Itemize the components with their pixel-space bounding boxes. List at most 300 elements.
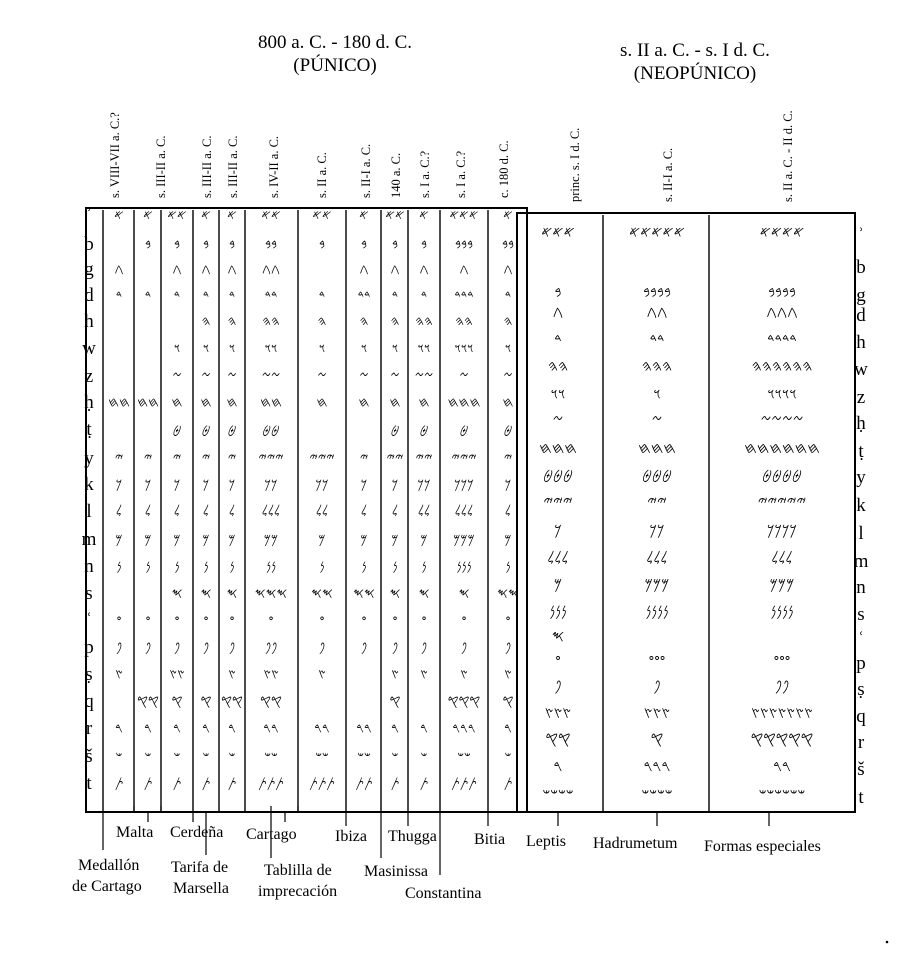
glyph-cell: 𐤄 bbox=[201, 314, 211, 330]
glyph-cell: 𐤋 bbox=[360, 504, 368, 520]
row-letter-left: n bbox=[84, 556, 94, 577]
glyph-cell: 𐤆 bbox=[317, 369, 327, 385]
glyph-cell: 𐤑𐤑 bbox=[263, 667, 279, 683]
glyph-cell: 𐤃 bbox=[391, 288, 399, 304]
glyph-cell: 𐤋𐤋𐤋 bbox=[771, 549, 793, 567]
glyph-cell: 𐤋𐤋 bbox=[315, 504, 329, 520]
row-letter-left: d bbox=[84, 285, 94, 306]
row-letter-right: q bbox=[856, 706, 866, 727]
row-letter-right: b bbox=[856, 257, 866, 278]
glyph-cell: 𐤌𐤌𐤌 bbox=[453, 532, 475, 548]
row-letter-right: k bbox=[856, 495, 866, 516]
glyph-cell: 𐤕𐤕 bbox=[355, 776, 373, 792]
glyph-cell: 𐤀𐤀 bbox=[312, 208, 332, 224]
glyph-cell: 𐤁 bbox=[554, 283, 562, 301]
row-letter-left: l bbox=[86, 501, 92, 522]
glyph-cell: 𐤌 bbox=[173, 532, 181, 548]
glyph-cell: 𐤋 bbox=[504, 504, 512, 520]
glyph-cell: 𐤉 bbox=[114, 451, 124, 467]
glyph-cell: 𐤔 bbox=[391, 749, 399, 765]
glyph-cell: 𐤉𐤉𐤉 bbox=[258, 451, 284, 467]
glyph-cell: 𐤅𐤅 bbox=[550, 385, 566, 403]
glyph-cell: 𐤑 bbox=[318, 667, 326, 683]
glyph-cell: 𐤂 bbox=[201, 262, 211, 278]
glyph-cell: 𐤏 bbox=[421, 613, 427, 629]
glyph-cell: 𐤄𐤄𐤄 bbox=[641, 357, 673, 375]
glyph-cell: 𐤆 bbox=[390, 369, 400, 385]
glyph-cell: 𐤇 bbox=[200, 395, 212, 411]
row-letter-right: g bbox=[856, 285, 866, 306]
glyph-cell: 𐤌𐤌𐤌 bbox=[644, 575, 670, 593]
glyph-cell: 𐤎 bbox=[418, 586, 430, 602]
glyph-cell: 𐤈 bbox=[503, 422, 513, 438]
glyph-cell: 𐤋𐤋𐤋 bbox=[261, 504, 281, 520]
glyph-cell: 𐤓 bbox=[504, 721, 512, 737]
glyph-cell: 𐤎𐤎 bbox=[353, 586, 375, 602]
glyph-cell: 𐤓 bbox=[391, 721, 399, 737]
glyph-cell: 𐤈 bbox=[172, 422, 182, 438]
glyph-cell: 𐤂𐤂 bbox=[261, 262, 281, 278]
row-letter-left: ʾ bbox=[85, 205, 93, 226]
glyph-cell: 𐤊 bbox=[504, 477, 512, 493]
glyph-cell: 𐤇𐤇𐤇𐤇𐤇𐤇 bbox=[744, 439, 820, 457]
glyph-cell: 𐤕 bbox=[503, 776, 513, 792]
glyph-cell: 𐤐 bbox=[460, 640, 468, 656]
glyph-cell: 𐤅 bbox=[504, 341, 512, 357]
glyph-cell: 𐤆 bbox=[459, 369, 469, 385]
glyph-cell: 𐤌 bbox=[228, 532, 236, 548]
glyph-cell: 𐤃𐤃𐤃 bbox=[454, 288, 474, 304]
glyph-cell: 𐤓 bbox=[553, 757, 563, 775]
glyph-cell: 𐤊 bbox=[115, 477, 123, 493]
glyph-cell: 𐤀𐤀𐤀𐤀 bbox=[759, 223, 805, 241]
glyph-cell: 𐤎 bbox=[171, 586, 183, 602]
glyph-cell: 𐤇 bbox=[418, 395, 430, 411]
glyph-cell: 𐤆𐤆 bbox=[261, 369, 281, 385]
glyph-cell: 𐤎 bbox=[551, 627, 565, 645]
glyph-cell: 𐤇𐤇𐤇 bbox=[539, 439, 577, 457]
glyph-cell: 𐤍 bbox=[116, 559, 122, 575]
glyph-cell: 𐤔 bbox=[173, 749, 181, 765]
glyph-cell: 𐤓 bbox=[144, 721, 152, 737]
row-letter-right: ṣ bbox=[857, 679, 865, 700]
glyph-cell: 𐤓𐤓𐤓 bbox=[643, 757, 671, 775]
glyph-cell: 𐤔 bbox=[420, 749, 428, 765]
row-letter-right: t bbox=[858, 787, 864, 808]
glyph-cell: 𐤇𐤇𐤇 bbox=[447, 395, 481, 411]
glyph-cell: 𐤍 bbox=[361, 559, 367, 575]
row-letter-right: h bbox=[856, 332, 866, 353]
glyph-cell: 𐤓 bbox=[115, 721, 123, 737]
glyph-cell: 𐤉 bbox=[503, 451, 513, 467]
glyph-cell: 𐤊𐤊 bbox=[417, 477, 431, 493]
glyph-cell: 𐤅 bbox=[360, 341, 368, 357]
glyph-cell: 𐤁𐤁𐤁𐤁 bbox=[643, 283, 671, 301]
glyph-cell: 𐤎 bbox=[458, 586, 470, 602]
row-letter-right: d bbox=[856, 305, 866, 326]
glyph-cell: 𐤊𐤊 bbox=[315, 477, 329, 493]
glyph-cell: 𐤉 bbox=[359, 451, 369, 467]
glyph-cell: 𐤑𐤑𐤑 bbox=[643, 704, 671, 722]
glyph-cell: 𐤂 bbox=[172, 262, 182, 278]
glyph-cell: 𐤈𐤈𐤈𐤈 bbox=[762, 465, 802, 483]
glyph-cell: 𐤄 bbox=[317, 314, 327, 330]
row-letter-left: k bbox=[84, 474, 94, 495]
glyph-cell: 𐤃 bbox=[144, 288, 152, 304]
glyph-cell: 𐤄 bbox=[503, 314, 513, 330]
row-letter-left: t bbox=[86, 773, 92, 794]
row-letter-left: š bbox=[85, 746, 93, 767]
glyph-cell: 𐤕𐤕𐤕 bbox=[451, 776, 477, 792]
glyph-cell: 𐤊𐤊 bbox=[264, 477, 278, 493]
glyph-cell: 𐤔𐤔 bbox=[457, 749, 471, 765]
glyph-cell: 𐤁 bbox=[420, 237, 428, 253]
row-letter-right: l bbox=[858, 523, 864, 544]
glyph-cell: 𐤏 bbox=[268, 613, 274, 629]
label-hadrumetum: Hadrumetum bbox=[593, 835, 678, 852]
glyph-cell: 𐤏 bbox=[505, 613, 511, 629]
glyph-cell: 𐤀 bbox=[143, 208, 153, 224]
glyph-cell: 𐤒𐤒 bbox=[545, 730, 571, 748]
glyph-cell: 𐤏 bbox=[361, 613, 367, 629]
glyph-cell: 𐤔𐤔𐤔𐤔 bbox=[641, 785, 673, 803]
glyph-cell: 𐤋𐤋 bbox=[417, 504, 431, 520]
row-letter-left: y bbox=[84, 448, 94, 469]
glyph-cell: 𐤇 bbox=[502, 395, 514, 411]
glyph-cell: 𐤋 bbox=[173, 504, 181, 520]
glyph-cell: 𐤀 bbox=[419, 208, 429, 224]
row-letter-left: z bbox=[84, 366, 94, 387]
glyph-cell: 𐤐 bbox=[360, 640, 368, 656]
glyph-cell: 𐤆 bbox=[359, 369, 369, 385]
glyph-cell: 𐤉 bbox=[143, 451, 153, 467]
glyph-cell: 𐤊 bbox=[144, 477, 152, 493]
glyph-cell: 𐤕 bbox=[172, 776, 182, 792]
glyph-cell: 𐤆 bbox=[651, 411, 663, 429]
row-letter-left: p bbox=[84, 637, 94, 658]
glyph-cell: 𐤌 bbox=[144, 532, 152, 548]
glyph-cell: 𐤍 bbox=[392, 559, 398, 575]
punic-range-title: 800 a. C. - 180 d. C. bbox=[257, 32, 413, 53]
glyph-cell: 𐤇𐤇 bbox=[137, 395, 159, 411]
column-date-label: s. IV-II a. C. bbox=[267, 135, 281, 198]
glyph-cell: 𐤍 bbox=[229, 559, 235, 575]
glyph-cell: 𐤉𐤉𐤉 bbox=[451, 451, 477, 467]
glyph-cell: 𐤉 bbox=[201, 451, 211, 467]
glyph-cell: 𐤍 bbox=[174, 559, 180, 575]
glyph-cell: 𐤇 bbox=[226, 395, 238, 411]
glyph-cell: 𐤅 bbox=[202, 341, 210, 357]
label-tarifa-line2: Marsella bbox=[173, 880, 229, 897]
glyph-cell: 𐤌 bbox=[391, 532, 399, 548]
glyph-cell: 𐤂 bbox=[227, 262, 237, 278]
glyph-cell: 𐤓𐤓𐤓 bbox=[452, 721, 476, 737]
column-date-label: princ. s. I d. C. bbox=[568, 127, 582, 202]
glyph-cell: 𐤄𐤄𐤄𐤄𐤄𐤄 bbox=[751, 357, 813, 375]
glyph-cell: 𐤌 bbox=[360, 532, 368, 548]
glyph-cell: 𐤀𐤀𐤀 bbox=[449, 208, 479, 224]
glyph-cell: 𐤀 bbox=[201, 208, 211, 224]
glyph-cell: 𐤀 bbox=[227, 208, 237, 224]
column-date-label: s. I a. C.? bbox=[454, 150, 468, 198]
row-letter-right: w bbox=[854, 359, 868, 380]
glyph-cell: 𐤑 bbox=[504, 667, 512, 683]
label-leptis: Leptis bbox=[526, 833, 566, 850]
glyph-cell: 𐤆𐤆 bbox=[414, 369, 434, 385]
glyph-cell: 𐤒 bbox=[650, 730, 664, 748]
glyph-cell: 𐤏 bbox=[319, 613, 325, 629]
label-ibiza: Ibiza bbox=[335, 828, 367, 845]
label-cartago: Cartago bbox=[246, 826, 297, 843]
glyph-cell: 𐤔 bbox=[504, 749, 512, 765]
glyph-cell: 𐤁𐤁 bbox=[501, 237, 515, 253]
glyph-cell: 𐤌 bbox=[420, 532, 428, 548]
glyph-cell: 𐤍 bbox=[203, 559, 209, 575]
glyph-cell: 𐤍 bbox=[421, 559, 427, 575]
glyph-cell: 𐤄𐤄 bbox=[415, 314, 433, 330]
column-date-label: s. II a. C. bbox=[315, 152, 329, 198]
glyph-cell: 𐤄𐤄 bbox=[455, 314, 473, 330]
glyph-cell: 𐤂 bbox=[114, 262, 124, 278]
glyph-cell: 𐤏 bbox=[203, 613, 209, 629]
glyph-cell: 𐤐 bbox=[504, 640, 512, 656]
glyph-cell: 𐤉𐤉 bbox=[386, 451, 404, 467]
glyph-cell: 𐤄 bbox=[359, 314, 369, 330]
glyph-cell: 𐤁 bbox=[360, 237, 368, 253]
row-letter-left: b bbox=[84, 234, 94, 255]
glyph-cell: 𐤐 bbox=[391, 640, 399, 656]
column-date-label: 140 a. C. bbox=[389, 152, 403, 198]
glyph-cell: 𐤕 bbox=[227, 776, 237, 792]
glyph-cell: 𐤓 bbox=[420, 721, 428, 737]
glyph-cell: 𐤊𐤊𐤊 bbox=[454, 477, 474, 493]
label-medallon-line1: Medallón bbox=[78, 857, 140, 874]
glyph-cell: 𐤁𐤁𐤁𐤁 bbox=[768, 283, 796, 301]
glyph-cell: 𐤁 bbox=[173, 237, 181, 253]
row-letter-right: z bbox=[856, 387, 866, 408]
glyph-cell: 𐤍𐤍𐤍 bbox=[549, 602, 567, 620]
label-medallon-line2: de Cartago bbox=[72, 878, 142, 895]
punic-name-title: (PÚNICO) bbox=[293, 55, 377, 76]
label-formas-especiales: Formas especiales bbox=[704, 838, 821, 855]
glyph-cell: 𐤈 bbox=[390, 422, 400, 438]
glyph-cell: 𐤏 bbox=[145, 613, 151, 629]
glyph-cell: 𐤒𐤒 bbox=[137, 694, 159, 710]
glyph-cell: 𐤑𐤑𐤑𐤑𐤑𐤑𐤑 bbox=[751, 704, 813, 722]
column-date-label: s. III-II a. C. bbox=[226, 135, 240, 198]
glyph-cell: 𐤔 bbox=[202, 749, 210, 765]
column-date-label: s. III-II a. C. bbox=[200, 135, 214, 198]
glyph-cell: 𐤀𐤀 bbox=[261, 208, 281, 224]
neopunic-name-title: (NEOPÚNICO) bbox=[633, 63, 757, 84]
glyph-cell: 𐤃 bbox=[202, 288, 210, 304]
glyph-cell: 𐤊 bbox=[360, 477, 368, 493]
glyph-cell: 𐤅 bbox=[318, 341, 326, 357]
row-letter-right: n bbox=[856, 577, 866, 598]
glyph-cell: 𐤎 bbox=[200, 586, 212, 602]
glyph-cell: 𐤋 bbox=[228, 504, 236, 520]
glyph-cell: 𐤃𐤃 bbox=[357, 288, 371, 304]
glyph-cell: 𐤋𐤋𐤋 bbox=[646, 549, 668, 567]
glyph-cell: 𐤒𐤒𐤒𐤒𐤒 bbox=[750, 730, 814, 748]
glyph-cell: 𐤁 bbox=[144, 237, 152, 253]
glyph-cell: 𐤈𐤈𐤈 bbox=[642, 465, 672, 483]
glyph-cell: 𐤃 bbox=[228, 288, 236, 304]
glyph-cell: 𐤆 bbox=[227, 369, 237, 385]
row-letter-left: ḥ bbox=[84, 392, 94, 413]
glyph-cell: 𐤂 bbox=[503, 262, 513, 278]
label-masinissa: Masinissa bbox=[364, 863, 428, 880]
glyph-cell: 𐤒𐤒𐤒 bbox=[447, 694, 481, 710]
glyph-cell: 𐤓𐤓 bbox=[263, 721, 279, 737]
glyph-cell: 𐤎𐤎𐤎 bbox=[254, 586, 288, 602]
glyph-cell: 𐤋𐤋𐤋 bbox=[547, 549, 569, 567]
glyph-cell: 𐤇 bbox=[171, 395, 183, 411]
glyph-cell: 𐤊 bbox=[228, 477, 236, 493]
row-letter-left: w bbox=[82, 338, 96, 359]
glyph-cell: 𐤔 bbox=[115, 749, 123, 765]
column-date-label: c. 180 d. C. bbox=[497, 140, 511, 198]
glyph-cell: 𐤇 bbox=[316, 395, 328, 411]
row-letter-left: g bbox=[84, 259, 94, 280]
glyph-cell: 𐤎𐤎 bbox=[497, 586, 519, 602]
glyph-cell: 𐤒 bbox=[200, 694, 212, 710]
glyph-cell: 𐤓 bbox=[173, 721, 181, 737]
glyph-cell: 𐤆 bbox=[552, 411, 564, 429]
glyph-cell: 𐤈 bbox=[227, 422, 237, 438]
row-letter-right: y bbox=[856, 467, 866, 488]
glyph-cell: 𐤒𐤒 bbox=[260, 694, 282, 710]
glyph-cell: 𐤆𐤆𐤆𐤆 bbox=[760, 411, 804, 429]
glyph-cell: 𐤑 bbox=[115, 667, 123, 683]
row-letter-right: ḥ bbox=[856, 413, 866, 434]
glyph-cell: 𐤀𐤀𐤀 bbox=[541, 223, 575, 241]
glyph-cell: 𐤐 bbox=[228, 640, 236, 656]
glyph-cell: 𐤅 bbox=[228, 341, 236, 357]
glyph-cell: 𐤉 bbox=[227, 451, 237, 467]
row-letter-left: m bbox=[81, 529, 97, 550]
glyph-cell: 𐤐 bbox=[554, 677, 562, 695]
glyph-cell: 𐤉𐤉𐤉 bbox=[543, 493, 573, 511]
row-letter-right: ʿ bbox=[857, 629, 865, 650]
row-letter-left: r bbox=[85, 718, 93, 739]
glyph-cell: 𐤕𐤕𐤕 bbox=[258, 776, 284, 792]
glyph-cell: 𐤐 bbox=[115, 640, 123, 656]
row-letter-right: š bbox=[857, 759, 865, 780]
glyph-cell: 𐤈 bbox=[201, 422, 211, 438]
glyph-cell: 𐤐𐤐 bbox=[264, 640, 278, 656]
row-letter-right: r bbox=[857, 732, 865, 753]
glyph-cell: 𐤏𐤏𐤏 bbox=[648, 651, 666, 669]
glyph-cell: 𐤅𐤅𐤅𐤅 bbox=[767, 385, 797, 403]
glyph-cell: 𐤂 bbox=[552, 303, 564, 321]
glyph-cell: 𐤓 bbox=[228, 721, 236, 737]
glyph-cell: 𐤀 bbox=[114, 208, 124, 224]
glyph-cell: 𐤃 bbox=[420, 288, 428, 304]
glyph-cell: 𐤈𐤈 bbox=[262, 422, 280, 438]
glyph-cell: 𐤕 bbox=[114, 776, 124, 792]
glyph-cell: 𐤋𐤋𐤋 bbox=[454, 504, 474, 520]
glyph-cell: 𐤒 bbox=[171, 694, 183, 710]
glyph-cell: 𐤑 bbox=[391, 667, 399, 683]
glyph-cell: 𐤐 bbox=[202, 640, 210, 656]
row-letter-left: ṣ bbox=[85, 664, 93, 685]
glyph-cell: 𐤇𐤇 bbox=[260, 395, 282, 411]
glyph-cell: 𐤃𐤃 bbox=[649, 330, 665, 348]
glyph-cell: 𐤉 bbox=[172, 451, 182, 467]
glyph-cell: 𐤌 bbox=[553, 575, 563, 593]
glyph-cell: 𐤓𐤓 bbox=[773, 757, 791, 775]
glyph-cell: 𐤑 bbox=[420, 667, 428, 683]
glyph-cell: 𐤑𐤑𐤑 bbox=[544, 704, 572, 722]
glyph-cell: 𐤒𐤒 bbox=[221, 694, 243, 710]
glyph-cell: 𐤁 bbox=[318, 237, 326, 253]
glyph-cell: 𐤊𐤊 bbox=[649, 521, 665, 539]
glyph-cell: 𐤃 bbox=[115, 288, 123, 304]
label-tablilla-line2: imprecación bbox=[258, 883, 338, 900]
glyph-cell: 𐤍 bbox=[319, 559, 325, 575]
row-letter-right: s bbox=[857, 604, 865, 625]
label-bitia: Bitia bbox=[474, 831, 506, 848]
glyph-cell: 𐤊 bbox=[554, 521, 562, 539]
glyph-cell: 𐤀𐤀 bbox=[167, 208, 187, 224]
glyph-cell: 𐤃𐤃𐤃𐤃 bbox=[767, 330, 797, 348]
glyph-cell: 𐤊 bbox=[391, 477, 399, 493]
glyph-cell: 𐤉𐤉 bbox=[647, 493, 667, 511]
glyph-cell: 𐤃 bbox=[554, 330, 562, 348]
glyph-cell: 𐤁 bbox=[391, 237, 399, 253]
glyph-cell: 𐤇𐤇 bbox=[108, 395, 130, 411]
glyph-cell: 𐤈 bbox=[459, 422, 469, 438]
glyph-cell: 𐤂 bbox=[359, 262, 369, 278]
glyph-cell: 𐤊 bbox=[202, 477, 210, 493]
glyph-cell: 𐤌𐤌𐤌 bbox=[769, 575, 795, 593]
glyph-cell: 𐤁𐤁𐤁 bbox=[454, 237, 474, 253]
glyph-cell: 𐤇𐤇𐤇 bbox=[638, 439, 676, 457]
row-letter-left: h bbox=[84, 311, 94, 332]
label-tablilla-line1: Tablilla de bbox=[264, 862, 332, 879]
glyph-cell: 𐤔𐤔𐤔𐤔𐤔𐤔 bbox=[758, 785, 806, 803]
glyph-cell: 𐤈 bbox=[419, 422, 429, 438]
glyph-cell: 𐤍𐤍𐤍 bbox=[456, 559, 472, 575]
glyph-cell: 𐤏 bbox=[555, 651, 561, 669]
glyph-cell: 𐤎 bbox=[389, 586, 401, 602]
glyph-cell: 𐤊 bbox=[173, 477, 181, 493]
column-date-label: s. I a. C.? bbox=[418, 150, 432, 198]
glyph-cell: 𐤂𐤂𐤂 bbox=[766, 303, 798, 321]
glyph-cell: 𐤂 bbox=[390, 262, 400, 278]
glyph-cell: 𐤔𐤔 bbox=[264, 749, 278, 765]
glyph-cell: 𐤈𐤈𐤈 bbox=[543, 465, 573, 483]
glyph-cell: 𐤉𐤉𐤉 bbox=[309, 451, 335, 467]
glyph-cell: 𐤓𐤓 bbox=[356, 721, 372, 737]
glyph-cell: 𐤔𐤔 bbox=[357, 749, 371, 765]
row-letter-left: q bbox=[84, 691, 94, 712]
column-date-label: s. II-I a. C. bbox=[359, 143, 373, 198]
glyph-cell: 𐤔𐤔𐤔𐤔 bbox=[542, 785, 574, 803]
glyph-cell: 𐤋 bbox=[144, 504, 152, 520]
glyph-cell: 𐤀𐤀𐤀𐤀𐤀 bbox=[629, 223, 685, 241]
glyph-cell: 𐤅𐤅𐤅 bbox=[454, 341, 474, 357]
glyph-cell: 𐤅𐤅 bbox=[264, 341, 278, 357]
glyph-cell: 𐤑 bbox=[460, 667, 468, 683]
glyph-cell: 𐤌𐤌 bbox=[263, 532, 279, 548]
glyph-cell: 𐤍 bbox=[505, 559, 511, 575]
glyph-cell: 𐤑 bbox=[228, 667, 236, 683]
glyph-cell: 𐤕 bbox=[143, 776, 153, 792]
glyph-cell: 𐤏 bbox=[116, 613, 122, 629]
column-date-label: s. III-II a. C. bbox=[154, 135, 168, 198]
